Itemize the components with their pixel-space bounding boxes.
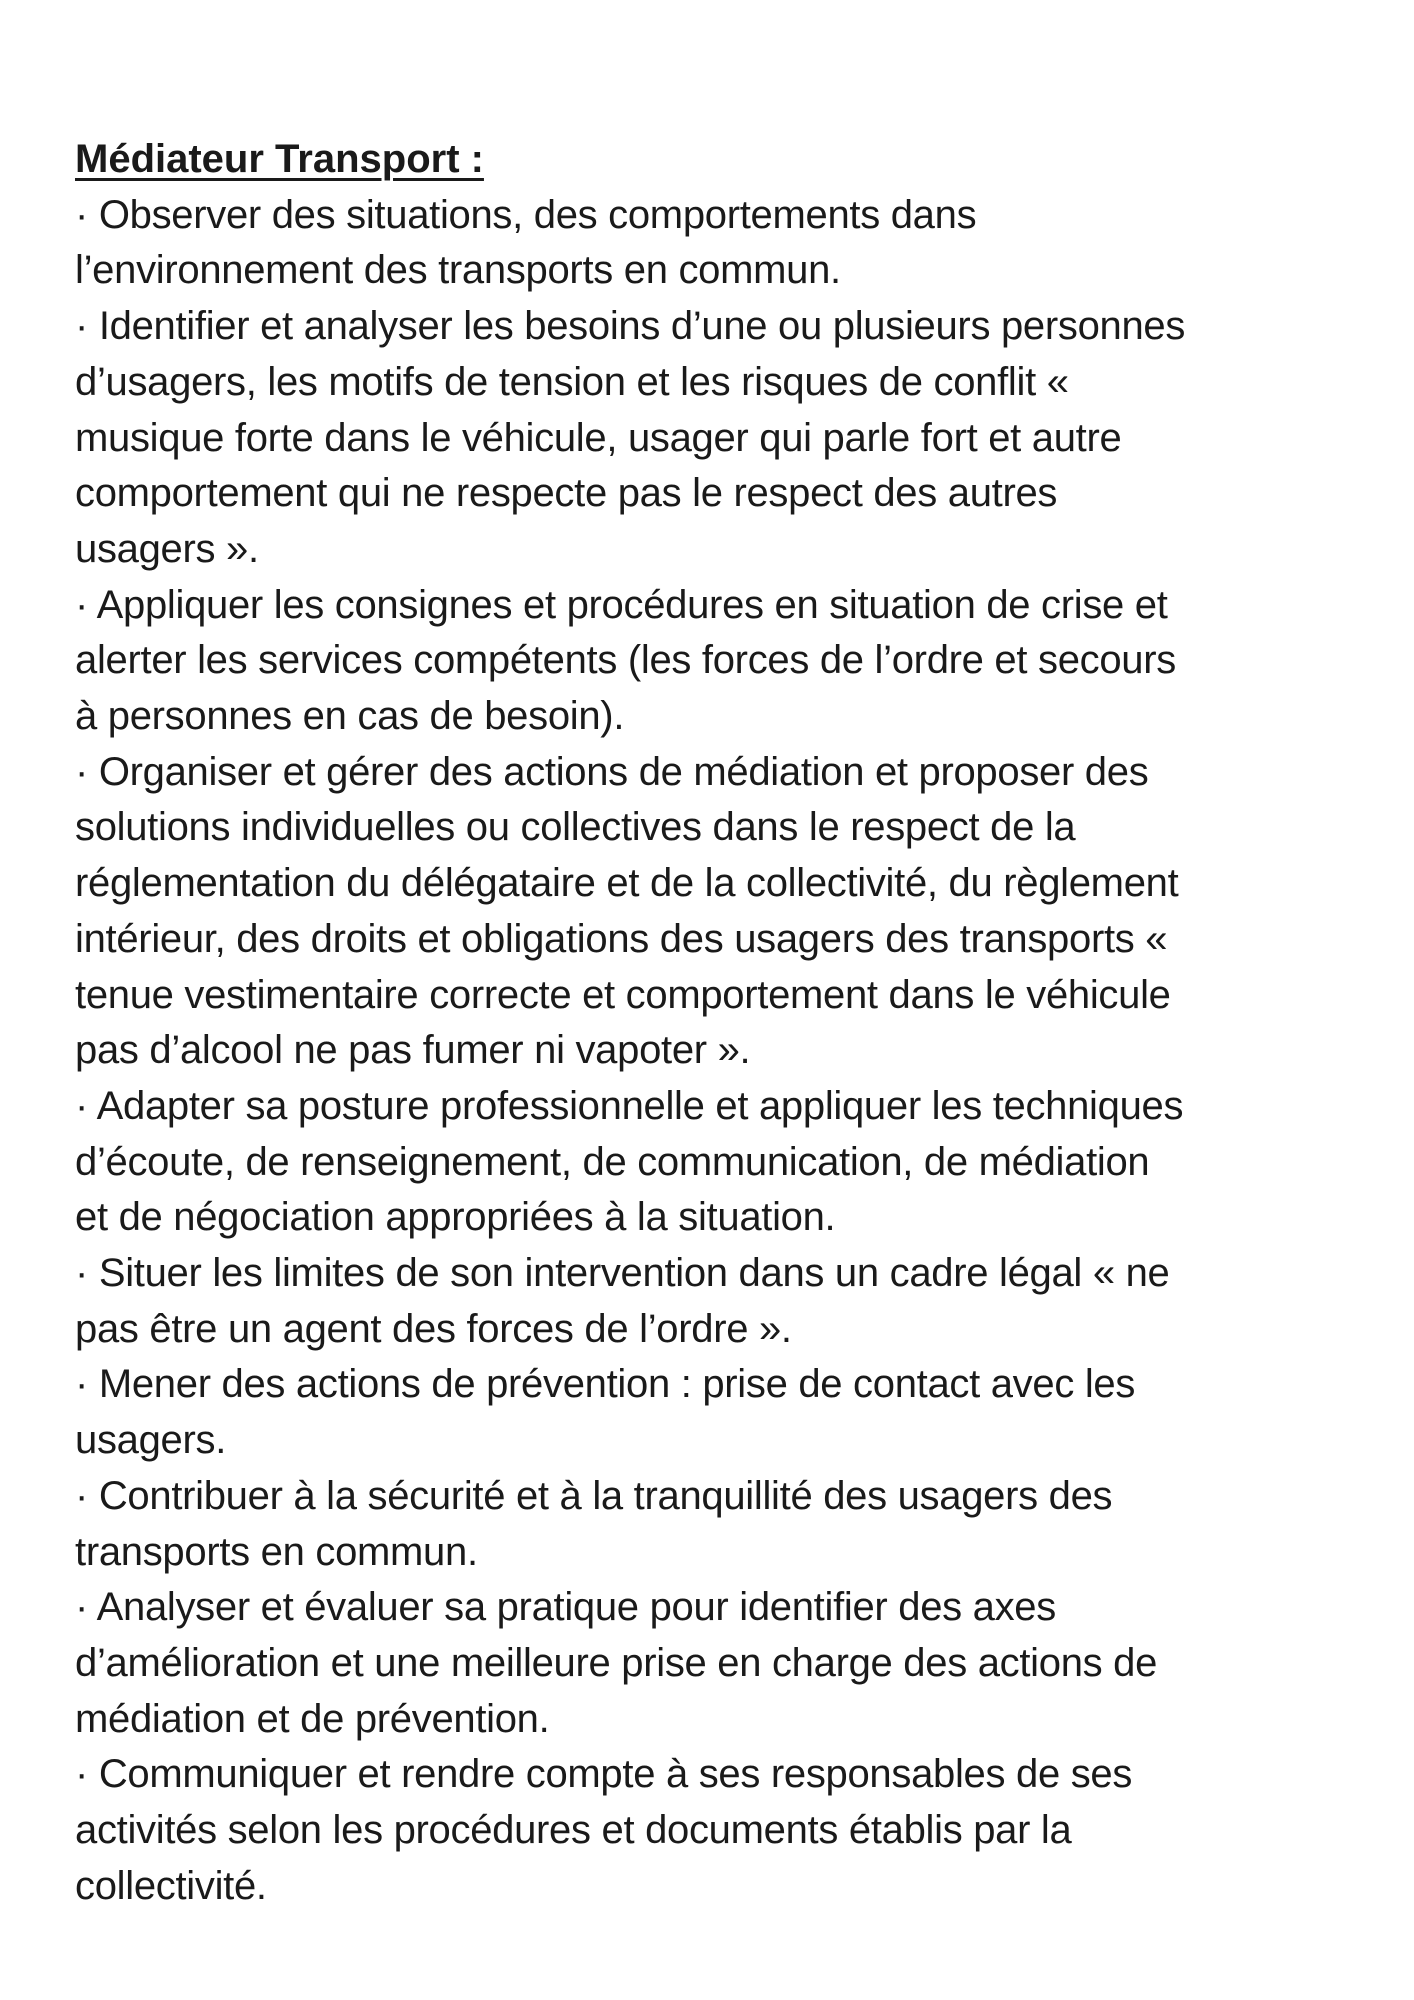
text-line: médiation et de prévention.	[75, 1696, 550, 1741]
text-line: activités selon les procédures et documents établis par la	[75, 1808, 1072, 1853]
text-line: · Identifier et analyser les besoins d’une ou plusieurs personnes	[75, 304, 1186, 349]
bullet-list	[75, 188, 1364, 1915]
text-line: · Observer des situations, des comportements dans	[75, 192, 977, 237]
bullet-item	[75, 1357, 1364, 1468]
text-line: et de négociation appropriées à la situation.	[75, 1195, 836, 1240]
text-line: · Analyser et évaluer sa pratique pour identifier des axes	[75, 1585, 1056, 1630]
text-line: alerter les services compétents (les forces de l’ordre et secours	[75, 638, 1176, 683]
document-title-text: Médiateur Transport :	[75, 137, 484, 181]
bullet-item	[75, 1469, 1364, 1580]
text-line: à personnes en cas de besoin).	[75, 694, 625, 739]
text-line: musique forte dans le véhicule, usager qui parle fort et autre	[75, 415, 1122, 460]
text-line: · Appliquer les consignes et procédures en situation de crise et	[75, 582, 1168, 627]
text-line: l’environnement des transports en commun.	[75, 248, 841, 293]
bullet-item	[75, 578, 1364, 745]
text-line: intérieur, des droits et obligations des usagers des transports «	[75, 916, 1168, 961]
bullet-item	[75, 1747, 1364, 1914]
text-line: d’écoute, de renseignement, de communication, de médiation	[75, 1139, 1150, 1184]
text-line: · Contribuer à la sécurité et à la tranquillité des usagers des	[75, 1473, 1113, 1518]
text-line: usagers ».	[75, 526, 259, 571]
text-line: d’amélioration et une meilleure prise en charge des actions de	[75, 1640, 1158, 1685]
bullet-item	[75, 745, 1364, 1079]
text-line: tenue vestimentaire correcte et comportement dans le véhicule	[75, 972, 1171, 1017]
bullet-item	[75, 1079, 1364, 1246]
document-title	[75, 132, 1364, 188]
bullet-item	[75, 1246, 1364, 1357]
text-line: · Communiquer et rendre compte à ses responsables de ses	[75, 1752, 1133, 1797]
text-line: réglementation du délégataire et de la collectivité, du règlement	[75, 861, 1179, 906]
text-line: · Mener des actions de prévention : prise de contact avec les	[75, 1362, 1136, 1407]
bullet-item	[75, 1580, 1364, 1747]
text-line: usagers.	[75, 1418, 227, 1463]
bullet-item	[75, 188, 1364, 299]
text-line: comportement qui ne respecte pas le respect des autres	[75, 471, 1058, 516]
text-line: transports en commun.	[75, 1529, 478, 1574]
bullet-item	[75, 299, 1364, 578]
text-line: · Situer les limites de son intervention dans un cadre légal « ne	[75, 1251, 1170, 1296]
text-line: pas être un agent des forces de l’ordre ».	[75, 1306, 792, 1351]
text-line: solutions individuelles ou collectives dans le respect de la	[75, 805, 1076, 850]
text-line: collectivité.	[75, 1863, 267, 1908]
text-line: · Organiser et gérer des actions de médiation et proposer des	[75, 749, 1149, 794]
text-line: · Adapter sa posture professionnelle et appliquer les techniques	[75, 1083, 1184, 1128]
text-line: pas d’alcool ne pas fumer ni vapoter ».	[75, 1028, 751, 1073]
text-line: d’usagers, les motifs de tension et les risques de conflit «	[75, 359, 1069, 404]
